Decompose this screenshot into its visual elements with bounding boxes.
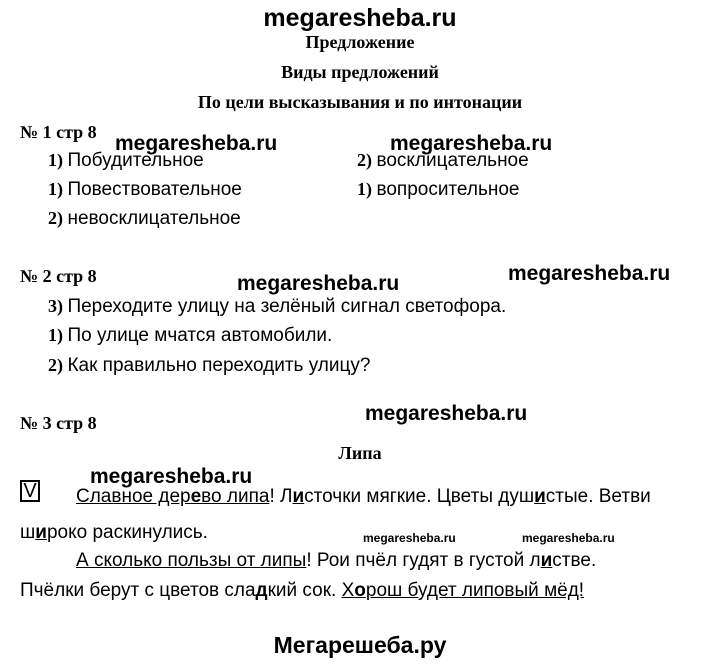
text-line-4: Пчёлки берут с цветов сладкий сок. Хорош будет липовый мёд! bbox=[20, 580, 585, 601]
site-name-top: megaresheba.ru bbox=[263, 4, 457, 32]
watermark: megaresheba.ru bbox=[365, 402, 528, 425]
task2-item: 3) Переходите улицу на зелёный сигнал светофора. bbox=[48, 296, 507, 317]
task1-item: 1) Побудительное bbox=[48, 150, 204, 171]
footer-site-name: Мегарешеба.ру bbox=[273, 632, 447, 658]
heading-subtopic: Виды предложений bbox=[281, 62, 439, 82]
task1-item: 2) невосклицательное bbox=[48, 208, 241, 229]
task2-label: № 2 стр 8 bbox=[20, 266, 97, 286]
watermark: megaresheba.ru bbox=[522, 531, 615, 545]
watermark: megaresheba.ru bbox=[115, 132, 278, 155]
watermark: megaresheba.ru bbox=[390, 132, 553, 155]
text-line-2: широко раскинулись. bbox=[20, 522, 208, 543]
heading-classification: По цели высказывания и по интонации bbox=[197, 92, 523, 112]
watermark: megaresheba.ru bbox=[363, 531, 456, 545]
task3-label: № 3 стр 8 bbox=[20, 413, 97, 433]
task1-label: № 1 стр 8 bbox=[20, 122, 97, 142]
task2-item: 1) По улице мчатся автомобили. bbox=[48, 325, 333, 346]
task1-item: 1) вопросительное bbox=[357, 179, 520, 200]
watermark: megaresheba.ru bbox=[508, 262, 671, 285]
text-title: Липа bbox=[338, 443, 382, 463]
checkmark-box: V bbox=[20, 480, 40, 502]
watermark: megaresheba.ru bbox=[237, 272, 400, 295]
task2-item: 2) Как правильно переходить улицу? bbox=[48, 355, 371, 376]
text-line-3: А сколько пользы от липы! Рои пчёл гудят в густой листве. bbox=[76, 550, 597, 571]
watermark: megaresheba.ru bbox=[90, 465, 253, 488]
task1-item: 1) Повествовательное bbox=[48, 179, 242, 200]
task1-item: 2) восклицательное bbox=[357, 150, 529, 171]
text-line-1: Славное дерево липа! Листочки мягкие. Цветы душистые. Ветви bbox=[76, 486, 651, 507]
heading-topic: Предложение bbox=[305, 32, 415, 52]
